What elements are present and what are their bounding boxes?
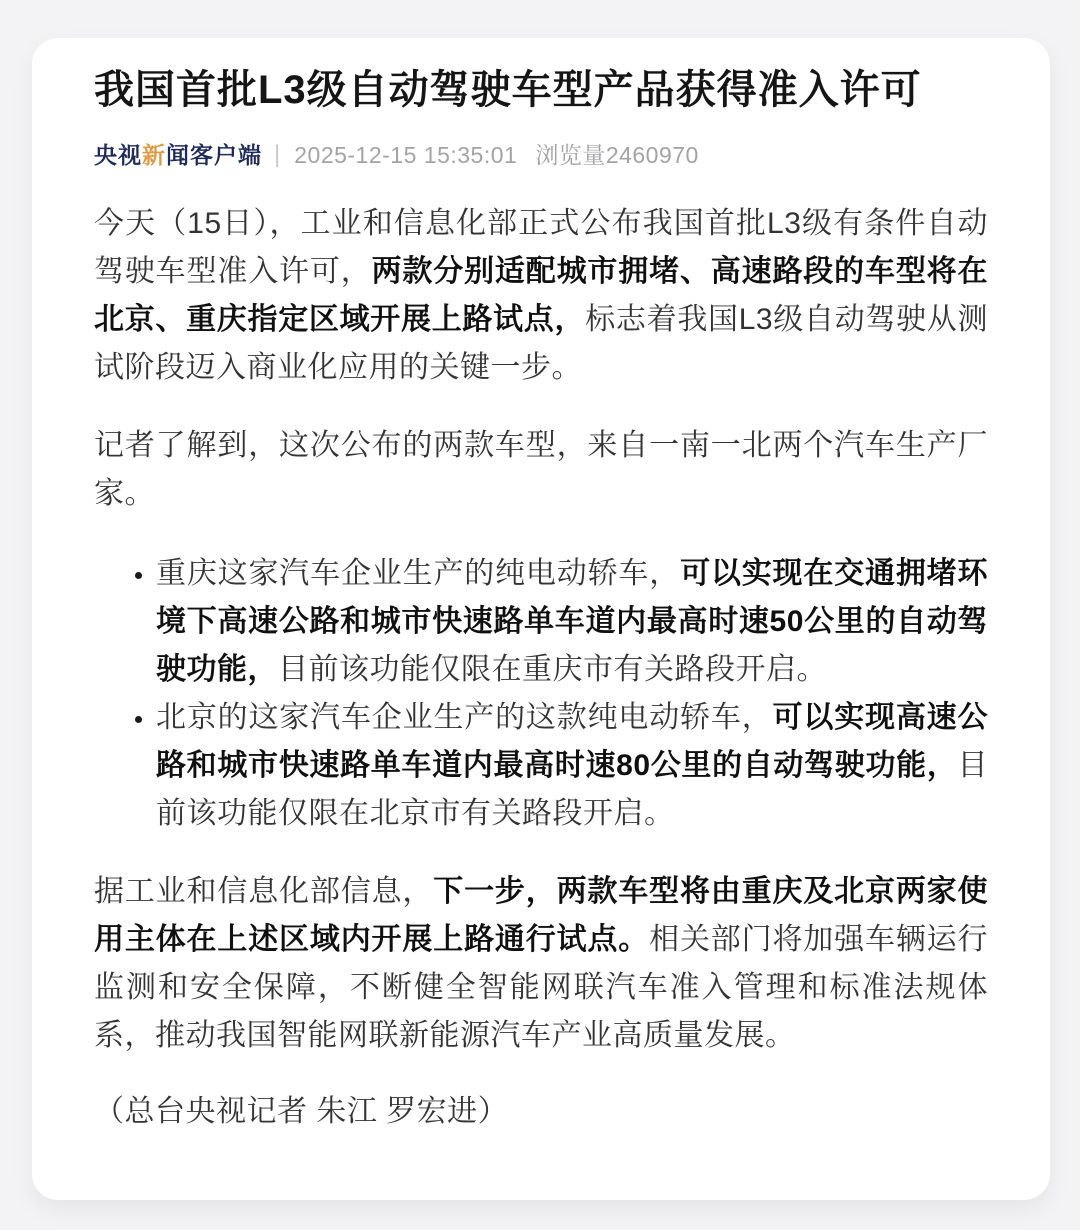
bullet-list — [94, 550, 988, 838]
source-badge-part: 闻客户端 — [166, 142, 262, 168]
text-segment: 目前该功能仅限在北京市有关路段开启。 — [156, 749, 988, 830]
text-segment: 标志着我国L3级自动驾驶从测试阶段迈入商业化应用的关键一步。 — [94, 303, 988, 384]
article-card — [32, 38, 1050, 1200]
text-segment-bold: 下一步，两款车型将由重庆及北京两家使用主体在上述区域内开展上路通行试点。 — [94, 875, 989, 956]
bullet-item-beijing — [156, 694, 988, 838]
text-segment-bold: 可以实现在交通拥堵环境下高速公路和城市快速路单车道内最高时速50公里的自动驾驶功能， — [156, 557, 989, 686]
text-segment: 重庆这家汽车企业生产的纯电动轿车， — [156, 557, 681, 590]
text-segment: 北京的这家汽车企业生产的这款纯电动轿车， — [156, 701, 773, 734]
text-segment: 记者了解到，这次公布的两款车型，来自一南一北两个汽车生产厂家。 — [94, 429, 988, 510]
source-badge-part: 央视 — [94, 142, 142, 168]
text-segment: 目前该功能仅限在重庆市有关路段开启。 — [278, 653, 827, 686]
text-segment: 今天（15日），工业和信息化部正式公布我国首批L3级有条件自动驾驶车型准入许可， — [94, 207, 988, 288]
view-count: 浏览量2460970 — [535, 142, 699, 168]
text-segment-bold: 可以实现高速公路和城市快速路单车道内最高时速80公里的自动驾驶功能， — [156, 701, 989, 782]
article-title: 我国首批L3级自动驾驶车型产品获得准入许可 — [94, 68, 922, 112]
meta-divider: | — [274, 141, 281, 168]
paragraph-closing — [94, 868, 988, 1060]
bullet-item-chongqing — [156, 550, 988, 694]
paragraph-intro — [94, 200, 988, 392]
publish-datetime: 2025-12-15 15:35:01 — [294, 142, 518, 168]
byline: （总台央视记者 朱江 罗宏进） — [94, 1095, 509, 1128]
text-segment-bold: 两款分别适配城市拥堵、高速路段的车型将在北京、重庆指定区域开展上路试点， — [94, 255, 989, 336]
source-badge-part: 新 — [142, 142, 166, 168]
paragraph-reporter — [94, 422, 988, 518]
text-segment: 相关部门将加强车辆运行监测和安全保障，不断健全智能网联汽车准入管理和标准法规体系，推动我国智能网联新能源汽车产业高质量发展。 — [94, 923, 989, 1052]
text-segment: 据工业和信息化部信息， — [94, 875, 434, 908]
article-meta-row — [94, 140, 988, 170]
source-badge — [94, 140, 262, 170]
